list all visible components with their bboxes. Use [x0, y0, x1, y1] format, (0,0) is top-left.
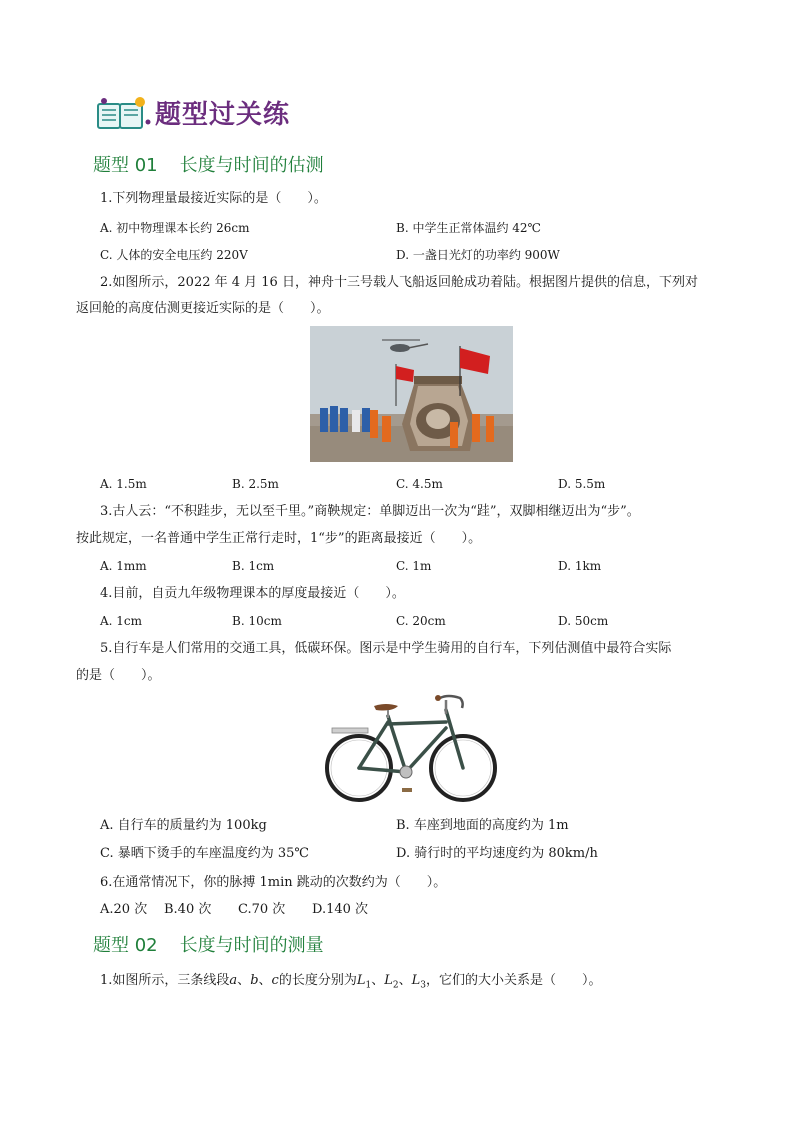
q1-option-a: A. 初中物理课本长约 26cm [100, 221, 250, 235]
q1-option-c: C. 人体的安全电压约 220V [100, 248, 248, 262]
variable-l3: L [411, 973, 421, 988]
q6-option-b: B.40 次 [164, 902, 212, 917]
subscript-1: 1 [365, 980, 372, 991]
q4-option-a: A. 1cm [100, 614, 143, 628]
book-icon [96, 96, 152, 132]
section-number: 题型 02 [93, 935, 158, 956]
stem-text: ，它们的大小关系是（ ）。 [425, 973, 602, 988]
q6-option-c: C.70 次 [238, 902, 286, 917]
q2-option-d: D. 5.5m [558, 477, 606, 491]
question-6-stem: 6.在通常情况下，你的脉搏 1min 跳动的次数约为（ ）。 [100, 875, 447, 890]
q3-option-c: C. 1m [396, 559, 432, 573]
variable-l2: L [384, 973, 393, 988]
capsule-landing-photo [310, 326, 513, 462]
question-2-stem-line1: 2.如图所示，2022 年 4 月 16 日，神舟十三号载人飞船返回舱成功着陆。根据图片提供的信息，下列对 [100, 275, 698, 290]
question-3-stem-line1: 3.古人云：“不积跬步，无以至千里。”商鞅规定：单脚迈出一次为“跬”，双脚相继迈出为“步”。 [100, 504, 640, 519]
variable-b: b [250, 973, 259, 988]
question-4-stem: 4.目前，自贡九年级物理课本的厚度最接近（ ）。 [100, 586, 405, 601]
question-2-stem-line2: 返回舱的高度估测更接近实际的是（ ）。 [76, 301, 330, 316]
q6-option-a: A.20 次 [100, 902, 148, 917]
question-5-stem-line2: 的是（ ）。 [76, 668, 161, 683]
q5-option-c: C. 暴晒下烫手的车座温度约为 35℃ [100, 846, 309, 861]
variable-a: a [229, 973, 238, 988]
subscript-2: 2 [392, 980, 399, 991]
separator: 、 [258, 973, 272, 988]
section-title: 长度与时间的测量 [179, 935, 324, 956]
q3-option-a: A. 1mm [100, 559, 147, 573]
q2-option-c: C. 4.5m [396, 477, 443, 491]
question-3-stem-line2: 按此规定，一名普通中学生正常行走时，1“步”的距离最接近（ ）。 [76, 531, 482, 546]
stem-text: 1.如图所示，三条线段 [100, 973, 230, 988]
section-title: 长度与时间的估测 [179, 155, 324, 176]
separator: 、 [371, 973, 385, 988]
q3-option-d: D. 1km [558, 559, 602, 573]
q5-option-a: A. 自行车的质量约为 100kg [100, 818, 267, 833]
q1-option-d: D. 一盏日光灯的功率约 900W [396, 248, 560, 262]
separator: 、 [398, 973, 412, 988]
variable-c: c [271, 973, 279, 988]
stem-text: 的长度分别为 [278, 973, 357, 988]
page-title: 题型过关练 [155, 100, 291, 130]
variable-l1: L [356, 973, 366, 988]
q2-option-b: B. 2.5m [232, 477, 279, 491]
q6-option-d: D.140 次 [312, 902, 369, 917]
q1-option-b: B. 中学生正常体温约 42℃ [396, 221, 541, 235]
separator: 、 [237, 973, 251, 988]
q3-option-b: B. 1cm [232, 559, 275, 573]
bicycle-image [322, 692, 500, 804]
section-heading-2 [93, 931, 324, 957]
q2-option-a: A. 1.5m [100, 477, 147, 491]
section-number: 题型 01 [93, 155, 158, 176]
subscript-3: 3 [420, 980, 426, 991]
q4-option-d: D. 50cm [558, 614, 609, 628]
section-heading-1 [93, 151, 324, 177]
question-5-stem-line1: 5.自行车是人们常用的交通工具，低碳环保。图示是中学生骑用的自行车，下列估测值中最符合实际 [100, 641, 672, 656]
q4-option-c: C. 20cm [396, 614, 446, 628]
q5-option-d: D. 骑行时的平均速度约为 80km/h [396, 846, 598, 861]
question-s2-1-stem [100, 972, 602, 995]
q5-option-b: B. 车座到地面的高度约为 1m [396, 818, 569, 833]
question-1-stem: 1.下列物理量最接近实际的是（ ）。 [100, 191, 327, 206]
q4-option-b: B. 10cm [232, 614, 282, 628]
